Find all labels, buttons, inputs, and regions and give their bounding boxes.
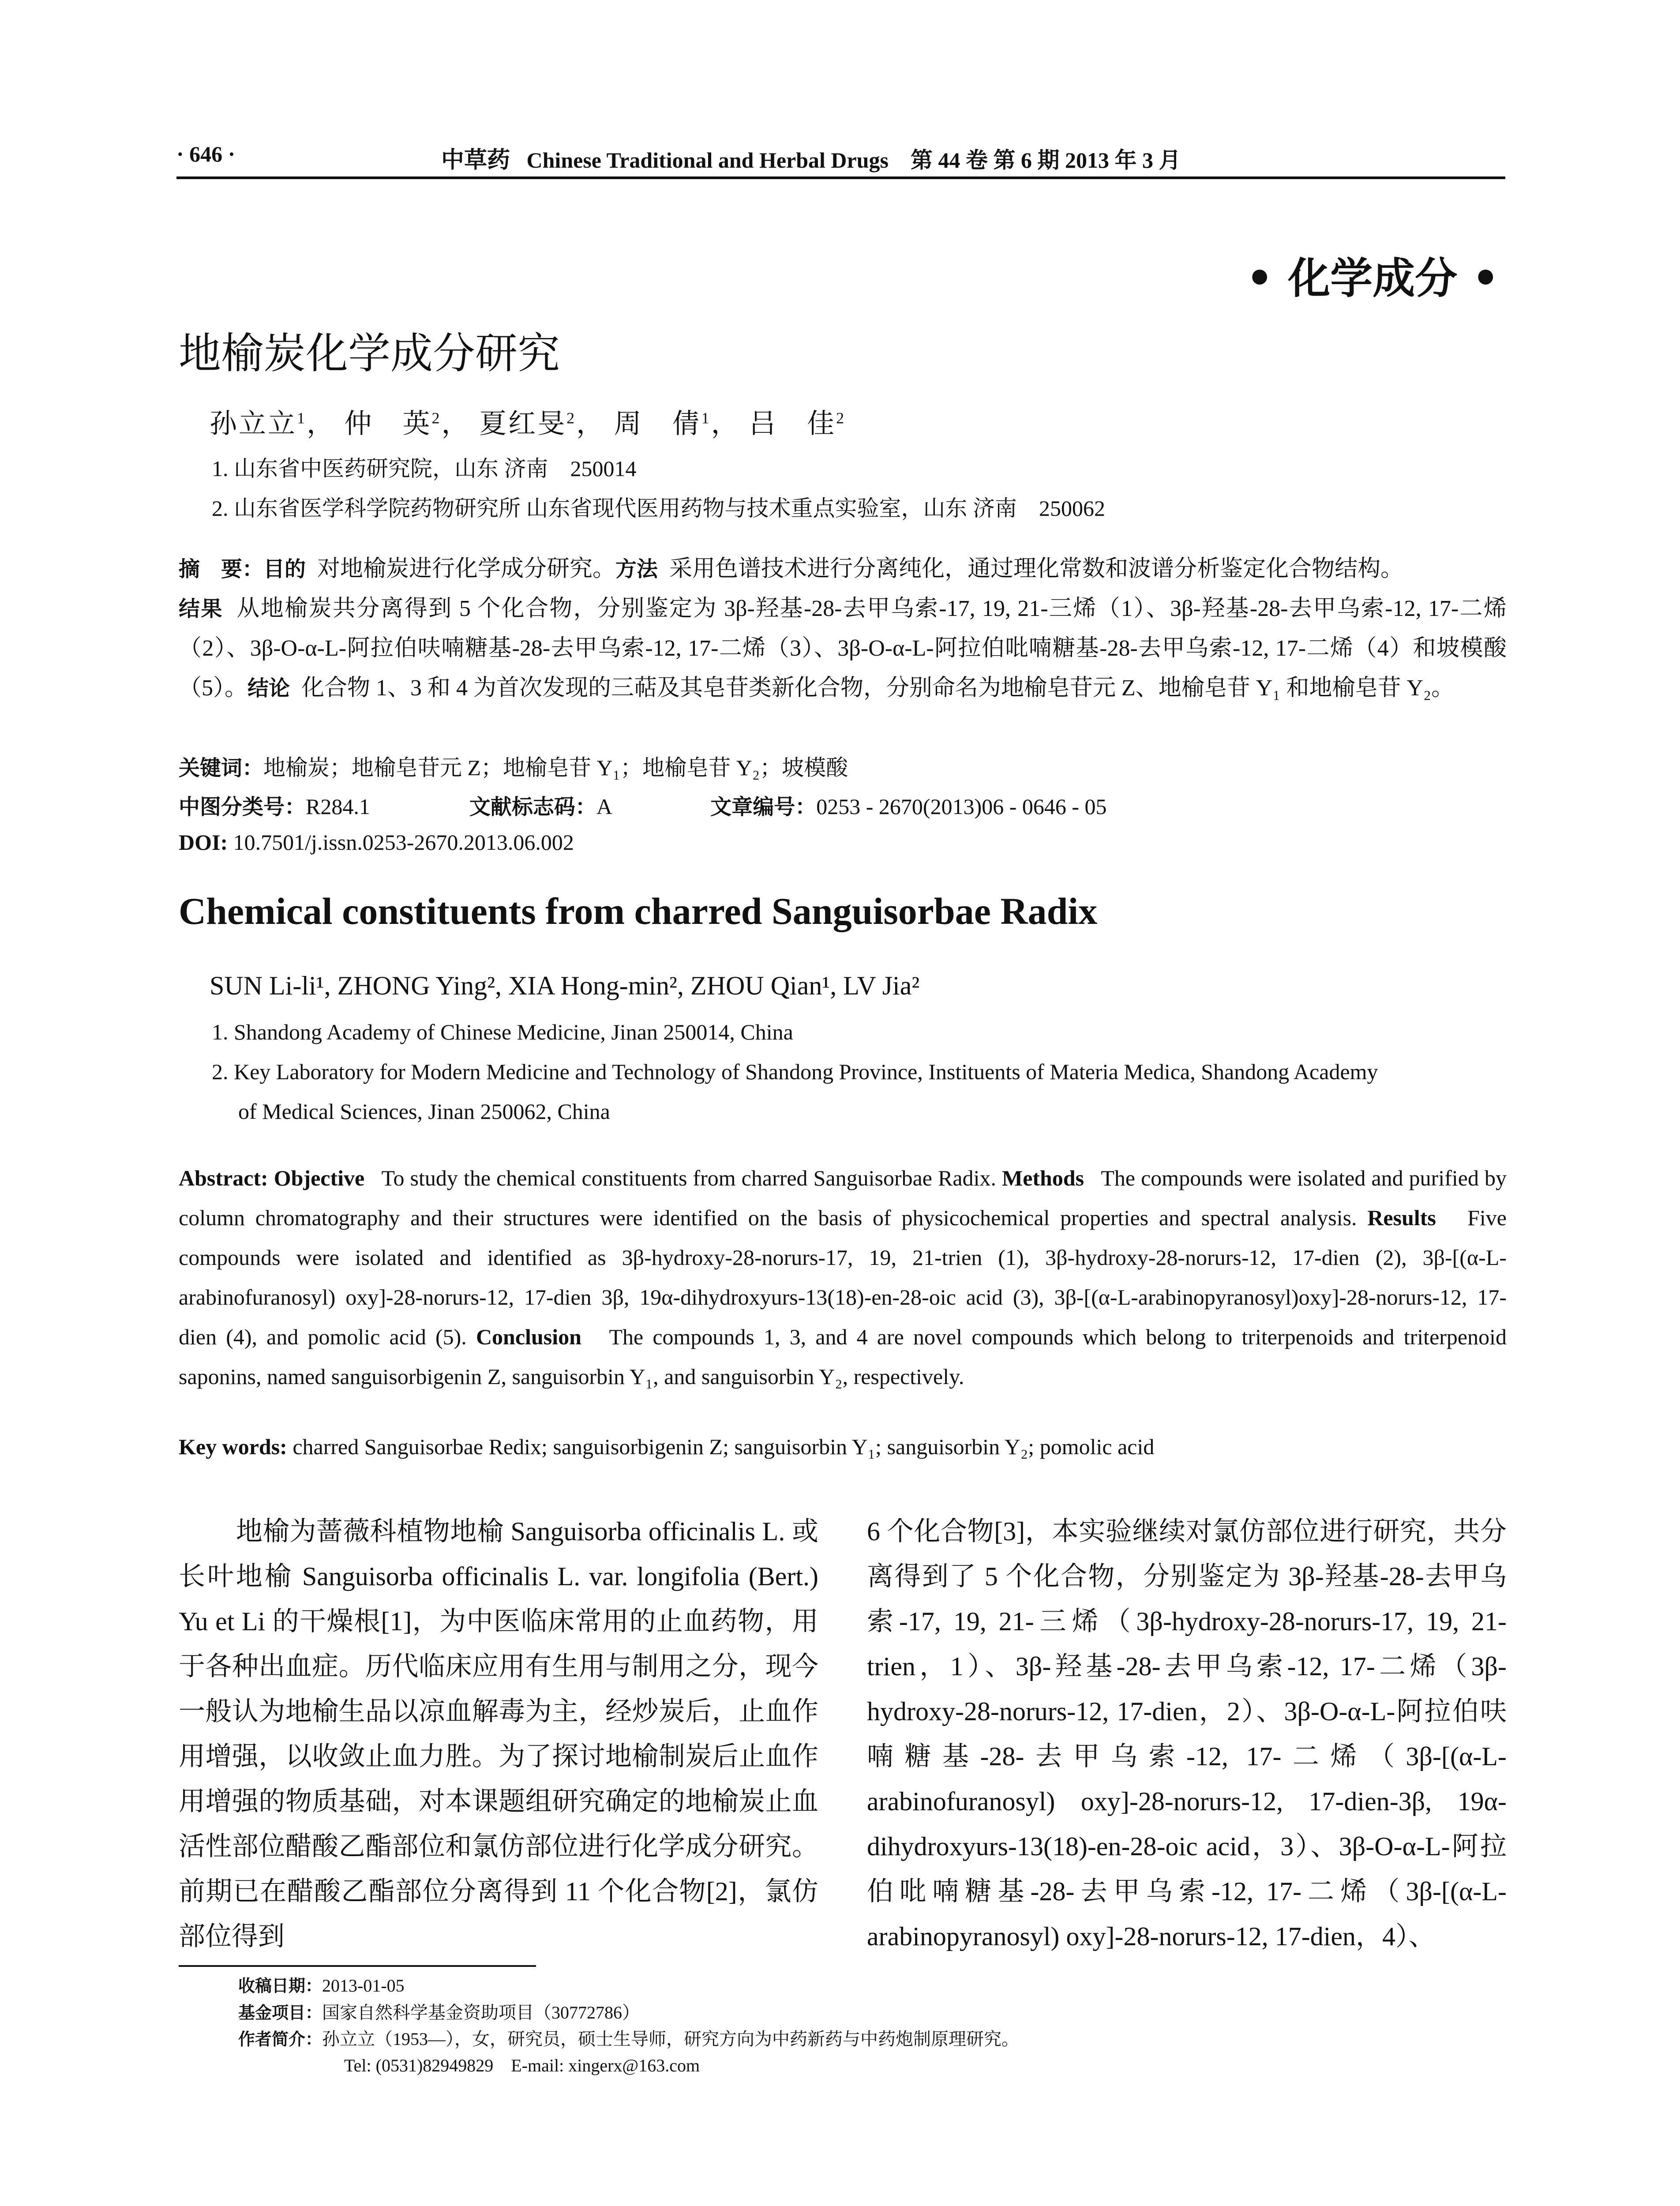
author-aff: 2 <box>431 409 442 427</box>
conclusion-en-text: The compounds 1, 3, and 4 are novel compounds which belong to triterpenoids and triterpenoid saponins, named sanguisorbigenin Z, sanguisorbin Y₁, and sanguisorbin Y₂, respectively. <box>179 1324 1507 1389</box>
article-title-en: Chemical constituents from charred Sanguisorbae Radix <box>179 890 1098 932</box>
affiliation-en-1: 1. Shandong Academy of Chinese Medicine, Jinan 250014, China <box>212 1020 793 1044</box>
running-header <box>441 141 1181 174</box>
objective-label: 目的 <box>263 557 306 582</box>
author-name: 吕 佳 <box>749 409 836 439</box>
objective-en-label: Objective <box>274 1166 365 1190</box>
footnote-author-bio <box>238 2025 1019 2050</box>
body-paragraph-left: 地榆为蔷薇科植物地榆 Sanguisorba officinalis L. 或长叶地榆 Sanguisorba officinalis L. var. longifolia (Bert.) Yu et Li 的干燥根[1]，为中医临床常用的止血药物，用于各种出血症。历代临床应用有生用与制用之分，现今一般认为地榆生品以凉血解毒为主，经炒炭后，止血作用增强，以收敛止血力胜。为了探讨地榆制炭后止血作用增强的物质基础，对本课题组研究确定的地榆炭止血活性部位醋酸乙酯部位和氯仿部位进行化学成分研究。前期已在醋酸乙酯部位分离得到 11 个化合物[2]，氯仿部位得到 <box>179 1517 818 1951</box>
footnote-text: 孙立立（1953—），女，研究员，硕士生导师，研究方向为中药新药与中药炮制原理研究。 <box>322 2029 1020 2049</box>
footnote-funding <box>238 1999 640 2024</box>
conclusion-label: 结论 <box>248 676 290 701</box>
methods-en-label: Methods <box>1002 1166 1084 1190</box>
abstract-en <box>179 1158 1507 1396</box>
abstract-cn <box>179 549 1507 708</box>
methods-en-text: The compounds were isolated and purified by column chromatography and their structures were identified on the basis of physicochemical properties and spectral analysis. <box>179 1166 1507 1230</box>
keywords-text: 地榆炭；地榆皂苷元 Z；地榆皂苷 Y₁；地榆皂苷 Y₂；坡模酸 <box>263 755 848 780</box>
footnote-contact-text: Tel: (0531)82949829 E-mail: xingerx@163.com <box>344 2056 700 2075</box>
author-aff: 1 <box>701 409 711 427</box>
header-rule <box>176 176 1505 179</box>
affiliation-en-2-cont: of Medical Sciences, Jinan 250062, China <box>238 1099 610 1124</box>
affiliation-cn-1: 1. 山东省中医药研究院，山东 济南 250014 <box>212 456 637 481</box>
journal-name-cn: 中草药 <box>441 147 510 173</box>
author-name: 孙立立 <box>210 409 297 439</box>
footnote-label: 收稿日期： <box>238 1976 322 1996</box>
method-label: 方法 <box>615 557 658 582</box>
body-column-left <box>179 1509 818 1959</box>
method-text: 采用色谱技术进行分离纯化，通过理化常数和波谱分析鉴定化合物结构。 <box>669 556 1404 582</box>
article-number-value: 0253 - 2670(2013)06 - 0646 - 05 <box>816 794 1107 819</box>
author-aff: 1 <box>297 409 307 427</box>
footnote-label: 基金项目： <box>238 2003 322 2022</box>
classification-line <box>179 790 1107 820</box>
keywords-en-text: charred Sanguisorbae Redix; sanguisorbigenin Z; sanguisorbin Y₁; sanguisorbin Y₂; pomolic acid <box>292 1434 1155 1459</box>
author-aff: 2 <box>566 409 577 427</box>
journal-name-en: Chinese Traditional and Herbal Drugs <box>526 148 889 173</box>
authors-cn: 孙立立$^1$， 仲 英$^2$， 夏红旻$^2$， 周 倩$^1$， 吕 佳$^2$ <box>210 409 846 439</box>
conclusion-text: 化合物 1、3 和 4 为首次发现的三萜及其皂苷类新化合物，分别命名为地榆皂苷元 Z、地榆皂苷 Y₁ 和地榆皂苷 Y₂。 <box>301 675 1455 701</box>
author-name: 周 倩 <box>614 409 701 439</box>
article-number-label: 文章编号： <box>710 795 817 819</box>
abstract-label: 摘 要： <box>179 557 264 582</box>
doi-line <box>179 829 574 855</box>
author-name: 仲 英 <box>344 409 432 439</box>
footnote-received <box>238 1972 405 1996</box>
result-label: 结果 <box>179 597 223 621</box>
results-en-text: Five compounds were isolated and identified as 3β-hydroxy-28-norurs-17, 19, 21-trien (1), 3β-hydroxy-28-norurs-12, 17-dien (2), 3β-[(α-L-arabinofuranosyl) oxy]-28-norurs-12, 17-dien 3β, 19α-dihydroxyurs-13(18)-en-28-oic acid (3), 3β-[(α-L-arabinopyranosyl)oxy]-28-norurs-12, 17-dien (4), and pomolic acid (5). <box>179 1205 1507 1349</box>
objective-text: 对地榆炭进行化学成分研究。 <box>317 556 616 582</box>
article-title-cn: 地榆炭化学成分研究 <box>179 329 560 378</box>
doi-label: DOI: <box>179 830 228 855</box>
authors-en: SUN Li-li¹, ZHONG Ying², XIA Hong-min², ZHOU Qian¹, LV Jia² <box>210 971 920 1000</box>
doc-code-label: 文献标志码： <box>469 795 596 819</box>
doi-value: 10.7501/j.issn.0253-2670.2013.06.002 <box>233 830 574 855</box>
affiliation-cn-2: 2. 山东省医学科学院药物研究所 山东省现代医用药物与技术重点实验室，山东 济南 250062 <box>212 496 1105 521</box>
footnote-text: 国家自然科学基金资助项目（30772786） <box>322 2003 640 2022</box>
abstract-en-label: Abstract: <box>179 1166 268 1190</box>
clc-label: 中图分类号： <box>179 795 306 819</box>
footnote-label: 作者简介： <box>238 2030 322 2049</box>
footnote-rule <box>179 1965 536 1967</box>
section-label: • 化学成分 • <box>1246 254 1499 303</box>
keywords-cn <box>179 750 848 782</box>
keywords-label: 关键词： <box>179 756 264 780</box>
footnote-text: 2013-01-05 <box>322 1976 405 1996</box>
objective-en-text: To study the chemical constituents from charred Sanguisorbae Radix. <box>381 1166 996 1190</box>
body-paragraph-right: 6 个化合物[3]，本实验继续对氯仿部位进行研究，共分离得到了 5 个化合物，分别鉴定为 3β-羟基-28-去甲乌索-17, 19, 21-三烯（3β-hydroxy-28-norurs-17, 19, 21-trien，1）、3β-羟基-28-去甲乌索-12, 17-二烯（3β-hydroxy-28-norurs-12, 17-dien，2）、3β-O-α-L-阿拉伯呋喃糖基-28-去甲乌索-12, 17-二烯（3β-[(α-L-arabinofuranosyl) oxy]-28-norurs-12, 17-dien-3β, 19α-dihydroxyurs-13(18)-en-28-oic acid，3）、3β-O-α-L-阿拉伯吡喃糖基-28-去甲乌索-12, 17-二烯（3β-[(α-L-arabinopyranosyl) oxy]-28-norurs-12, 17-dien，4）、 <box>867 1517 1507 1951</box>
doc-code-value: A <box>596 794 611 819</box>
clc-value: R284.1 <box>306 794 370 819</box>
author-name: 夏红旻 <box>479 409 567 439</box>
author-aff: 2 <box>836 409 846 427</box>
results-en-label: Results <box>1367 1205 1436 1230</box>
body-column-right <box>867 1509 1507 1959</box>
result-text: 从地榆炭共分离得到 5 个化合物，分别鉴定为 3β-羟基-28-去甲乌索-17, 19, 21-三烯（1）、3β-羟基-28-去甲乌索-12, 17-二烯（2）、3β-O-α-L-阿拉伯呋喃糖基-28-去甲乌索-12, 17-二烯（3）、3β-O-α-L-阿拉伯吡喃糖基-28-去甲乌索-12, 17-二烯（4）和坡模酸（5）。 <box>179 596 1507 701</box>
affiliation-en-2: 2. Key Laboratory for Modern Medicine and Technology of Shandong Province, Instituents of Materia Medica, Shandong Academy <box>212 1059 1378 1084</box>
footnote-contact <box>344 2052 700 2077</box>
issue-info: 第 44 卷 第 6 期 2013 年 3 月 <box>911 148 1181 173</box>
keywords-en-label: Key words: <box>179 1434 287 1459</box>
keywords-en <box>179 1434 1154 1459</box>
conclusion-en-label: Conclusion <box>476 1324 581 1349</box>
page-number: · 646 · <box>176 142 236 166</box>
